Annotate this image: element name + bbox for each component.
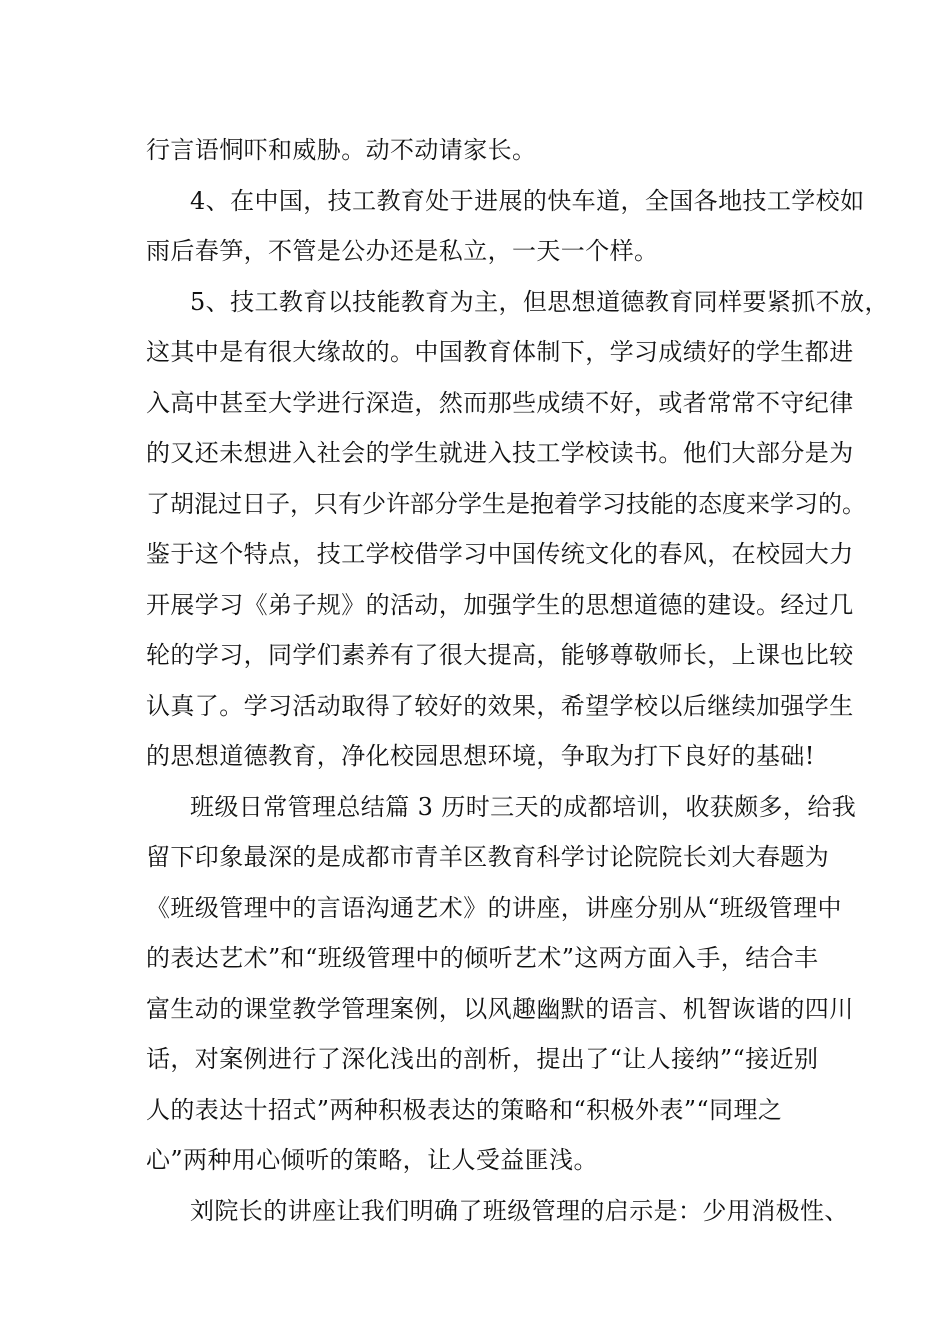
text-line: 轮的学习，同学们素养有了很大提高，能够尊敬师长，上课也比较	[146, 641, 854, 669]
text-line: 话，对案例进行了深化浅出的剖析，提出了“让人接纳”“接近别	[146, 1045, 819, 1073]
text-line: 认真了。学习活动取得了较好的效果，希望学校以后继续加强学生	[146, 692, 854, 720]
text-line: 《班级管理中的言语沟通艺术》的讲座，讲座分别从“班级管理中	[146, 894, 842, 922]
text-line: 的又还未想进入社会的学生就进入技工学校读书。他们大部分是为	[146, 439, 854, 467]
text-line: 班级日常管理总结篇 3 历时三天的成都培训，收获颇多，给我	[190, 793, 857, 821]
text-line: 刘院长的讲座让我们明确了班级管理的启示是：少用消极性、	[190, 1197, 849, 1225]
text-line: 这其中是有很大缘故的。中国教育体制下，学习成绩好的学生都进	[146, 338, 854, 366]
text-line: 行言语恫吓和威胁。动不动请家长。	[146, 136, 537, 164]
text-line: 4、在中国，技工教育处于进展的快车道，全国各地技工学校如	[190, 187, 865, 215]
text-line: 入高中甚至大学进行深造，然而那些成绩不好，或者常常不守纪律	[146, 389, 854, 417]
text-line: 心”两种用心倾听的策略，让人受益匪浅。	[146, 1146, 598, 1174]
text-line: 开展学习《弟子规》的活动，加强学生的思想道德的建设。经过几	[146, 591, 854, 619]
text-line: 富生动的课堂教学管理案例，以风趣幽默的语言、机智诙谐的四川	[146, 995, 854, 1023]
text-line: 人的表达十招式”两种积极表达的策略和“积极外表”“同理之	[146, 1096, 783, 1124]
text-line: 的思想道德教育，净化校园思想环境，争取为打下良好的基础!	[146, 742, 815, 770]
text-line: 鉴于这个特点，技工学校借学习中国传统文化的春风，在校园大力	[146, 540, 854, 568]
text-line: 留下印象最深的是成都市青羊区教育科学讨论院院长刘大春题为	[146, 843, 830, 871]
text-line: 雨后春笋，不管是公办还是私立，一天一个样。	[146, 237, 659, 265]
text-line: 了胡混过日子，只有少许部分学生是抱着学习技能的态度来学习的。	[146, 490, 866, 518]
text-line: 的表达艺术”和“班级管理中的倾听艺术”这两方面入手，结合丰	[146, 944, 819, 972]
text-line: 5、技工教育以技能教育为主，但思想道德教育同样要紧抓不放，	[190, 288, 889, 316]
